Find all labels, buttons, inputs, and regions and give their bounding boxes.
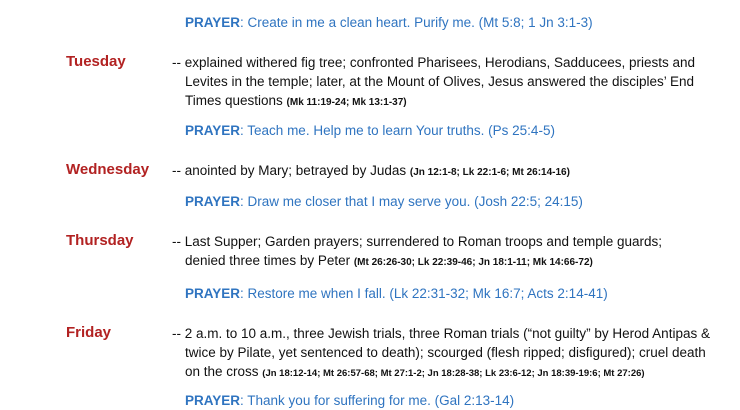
prayer-label: PRAYER bbox=[185, 15, 241, 30]
scripture-reference: (Mk 11:19-24; Mk 13:1-37) bbox=[286, 97, 407, 108]
day-description-wednesday bbox=[172, 161, 702, 182]
description-line bbox=[172, 91, 702, 112]
day-heading-friday: Friday bbox=[66, 324, 112, 341]
description-line bbox=[172, 53, 702, 72]
prayer-thursday bbox=[185, 285, 608, 303]
description-line bbox=[172, 161, 702, 182]
prayer-text: : Create in me a clean heart. Purify me. (Mt 5:8; 1 Jn 3:1-3) bbox=[240, 15, 593, 30]
prayer-text: : Draw me closer that I may serve you. (Josh 22:5; 24:15) bbox=[240, 194, 583, 209]
scripture-reference: (Jn 18:12-14; Mt 26:57-68; Mt 27:1-2; Jn 18:28-38; Lk 23:6-12; Jn 18:39-19:6; Mt 27:26) bbox=[262, 368, 645, 379]
day-description-tuesday bbox=[172, 53, 702, 112]
description-line bbox=[172, 343, 706, 362]
description-text: Times questions bbox=[185, 93, 287, 108]
description-line bbox=[172, 232, 702, 251]
description-text: -- explained withered fig tree; confronted Pharisees, Herodians, Sadducees, priests and bbox=[172, 55, 696, 70]
prayer-tuesday bbox=[185, 122, 555, 140]
day-heading-tuesday: Tuesday bbox=[66, 53, 126, 70]
prayer-label: PRAYER bbox=[185, 194, 241, 209]
day-description-thursday bbox=[172, 232, 702, 272]
day-heading-wednesday: Wednesday bbox=[66, 161, 150, 178]
prayer-top bbox=[185, 14, 593, 32]
description-text: -- Last Supper; Garden prayers; surrendered to Roman troops and temple guards; bbox=[172, 234, 663, 249]
prayer-friday-partial bbox=[185, 392, 515, 408]
prayer-text: : Teach me. Help me to learn Your truths. (Ps 25:4-5) bbox=[240, 123, 555, 138]
description-line bbox=[172, 362, 702, 383]
prayer-text: : Thank you for suffering for me. (Gal 2:13-14) bbox=[240, 393, 515, 408]
description-line bbox=[172, 72, 702, 91]
description-text: on the cross bbox=[185, 364, 263, 379]
description-text: -- 2 a.m. to 10 a.m., three Jewish trials, three Roman trials (“not guilty” by Herod Antipas & bbox=[172, 326, 710, 341]
scripture-reference: (Mt 26:26-30; Lk 22:39-46; Jn 18:1-11; Mk 14:66-72) bbox=[353, 257, 593, 268]
prayer-label: PRAYER bbox=[185, 393, 241, 408]
description-text: denied three times by Peter bbox=[185, 253, 354, 268]
scripture-reference: (Jn 12:1-8; Lk 22:1-6; Mt 26:14-16) bbox=[409, 167, 570, 178]
prayer-label: PRAYER bbox=[185, 286, 241, 301]
description-text: -- anointed by Mary; betrayed by Judas bbox=[172, 163, 410, 178]
description-text: twice by Pilate, yet sentenced to death); scourged (flesh ripped; disfigured); cruel death bbox=[185, 345, 706, 360]
prayer-label: PRAYER bbox=[185, 123, 241, 138]
day-heading-thursday: Thursday bbox=[66, 232, 134, 249]
prayer-wednesday bbox=[185, 193, 583, 211]
prayer-text: : Restore me when I fall. (Lk 22:31-32; Mk 16:7; Acts 2:14-41) bbox=[240, 286, 608, 301]
description-text: Levites in the temple; later, at the Mount of Olives, Jesus answered the disciples’ End bbox=[185, 74, 695, 89]
description-line bbox=[172, 324, 710, 343]
description-line bbox=[172, 251, 702, 272]
day-description-friday bbox=[172, 324, 710, 383]
